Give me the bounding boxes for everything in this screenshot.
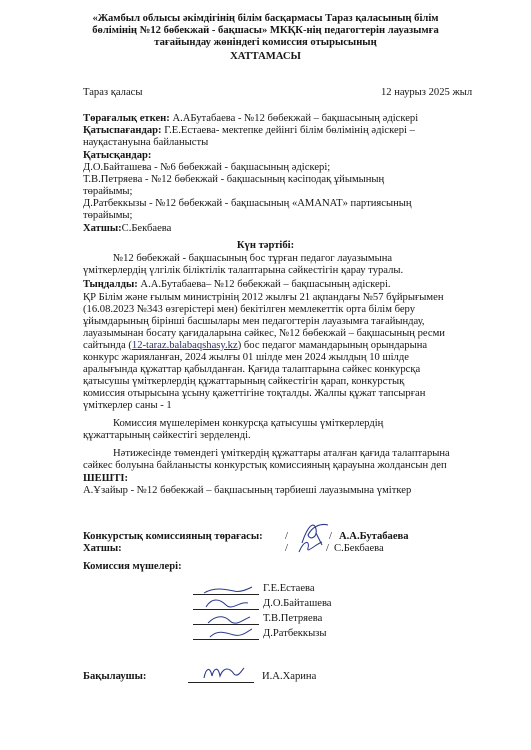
agenda-item-2: үміткерлердің үлгілік біліктілік талаптарына сәйкестігін қарау туралы. xyxy=(83,265,404,276)
member-1: Г.Е.Естаева xyxy=(263,583,315,594)
present-1: Д.О.Байташева - №6 бөбекжай - бақшасының әдіскері; xyxy=(83,162,331,173)
supervisor-name: И.А.Харина xyxy=(262,671,317,682)
commission-secretary-label: Хатшы: xyxy=(83,543,122,554)
document-title: ХАТТАМАСЫ xyxy=(230,51,301,62)
secretary-label: Хатшы: xyxy=(83,223,122,234)
supervisor-signature-icon xyxy=(200,662,246,689)
member-2: Д.О.Байташева xyxy=(263,598,332,609)
chair-label: Төрағалық еткен: xyxy=(83,113,170,124)
member-4: Д.Ратбеккызы xyxy=(263,628,327,639)
present-2: Т.В.Петряева - №12 бөбекжай - бақшасының кәсіподақ ұйымының xyxy=(83,174,385,185)
body-line-5-start: сайтында ( xyxy=(83,340,132,351)
present-5: төрайымы; xyxy=(83,210,133,221)
members-signatures-icon xyxy=(200,585,256,648)
title-line-1: «Жамбыл облысы әкімдігінің білім басқармасы Тараз қаласының білім xyxy=(92,13,439,24)
chair-line xyxy=(83,113,418,125)
members-label: Комиссия мүшелері: xyxy=(83,561,182,572)
chair-slash-a: / xyxy=(285,531,288,542)
absent-line xyxy=(83,125,415,137)
secretary-signature-icon xyxy=(296,536,326,563)
listened-label: Тыңдалды: xyxy=(83,279,138,290)
listened-line xyxy=(83,279,391,291)
listened-value: А.А.Бутабаева– №12 бөбекжай – бақшасының әдіскері. xyxy=(137,279,391,290)
body-line-8: қатысушы үміткерлердің құжаттарының сәйкестігін қарап, конкурстық xyxy=(83,376,405,387)
member-3: Т.В.Петряева xyxy=(263,613,323,624)
secretary-slash-a: / xyxy=(285,543,288,554)
body-line-9: комиссия отырысына ұсыну қажеттігіне тоқталды. Жалпы құжат тапсырған xyxy=(83,388,426,399)
secretary-name: С.Бекбаева xyxy=(334,543,384,554)
body-line-2: (16.08.2023 №343 өзгерістері мен) бекітілген мемлекеттік орта білім беру xyxy=(83,304,415,315)
body-line-12: құжаттарының сәйкестігі зерделенді. xyxy=(83,430,251,441)
chair-slash-b: / xyxy=(329,531,332,542)
title-line-3: тағайындау жөніндегі комиссия отырысының xyxy=(154,37,377,48)
body-line-3: ұйымдарының бірінші басшылары мен педагогтерін лауазымға тағайындау, xyxy=(83,316,425,327)
secretary-line xyxy=(83,223,171,235)
supervisor-label: Бақылаушы: xyxy=(83,671,147,682)
absent-value-2: науқастануына байланысты xyxy=(83,137,209,148)
body-line-11: Комиссия мүшелерімен конкурсқа қатысушы үміткерлердің xyxy=(113,418,384,429)
body-line-6: конкурс жарияланған, 2024 жылғы 01 шілде мен 2024 жылдың 10 шілде xyxy=(83,352,409,363)
present-4: Д.Ратбеккызы - №12 бөбекжай - бақшасының «AMANAT» партиясының xyxy=(83,198,412,209)
commission-chair-label: Конкурстық комиссияның төрағасы: xyxy=(83,531,263,542)
body-line-13: Нәтижесінде төмендегі үміткердің құжаттары аталған қағида талаптарына xyxy=(113,448,450,459)
absent-label: Қатыспағандар: xyxy=(83,125,162,136)
title-line-2: бөлімінің №12 бөбекжай - бақшасы» МКҚК-нің педагогтерін лауазымға xyxy=(92,25,439,36)
city: Тараз қаласы xyxy=(83,87,143,98)
chair-value: А.АБутабаева - №12 бөбекжай – бақшасының әдіскері xyxy=(169,113,419,124)
agenda-item-1: №12 бөбекжай - бақшасының бос тұрған педагог лауазымына xyxy=(113,253,393,264)
body-line-5 xyxy=(83,340,427,352)
present-3: төрайымы; xyxy=(83,186,133,197)
body-line-5-end: ) бос педагог мамандарының орындарына xyxy=(237,340,428,351)
decision-value: А.Ұзайыр - №12 бөбекжай – бақшасының тәрбиеші лауазымына үміткер xyxy=(83,485,412,496)
body-line-14: сәйкес болуына байланысты конкурстық комиссияның қарауына жолдансын деп xyxy=(83,460,447,471)
secretary-slash-b: / xyxy=(326,543,329,554)
site-link[interactable]: 12-taraz.balabaqshasy.kz xyxy=(131,340,238,351)
decision-label: ШЕШТІ: xyxy=(83,473,129,484)
secretary-value: С.Бекбаева xyxy=(121,223,172,234)
chair-name: А.А.Бутабаева xyxy=(339,531,409,542)
body-line-1: ҚР Білім және ғылым министрінің 2012 жылғы 21 ақпандағы №57 бұйрығымен xyxy=(83,292,444,303)
body-line-7: аралығында құжаттар қабылданған. Қағида талаптарына сәйкес конкурсқа xyxy=(83,364,421,375)
body-line-4: лауазымынан босату қағидаларына сәйкес, №12 бөбекжай – бақшасының ресми xyxy=(83,328,445,339)
date: 12 наурыз 2025 жыл xyxy=(381,87,473,98)
body-line-10: үміткерлер саны - 1 xyxy=(83,400,172,411)
present-label: Қатысқандар: xyxy=(83,150,152,161)
absent-value: Г.Е.Естаева- мектепке дейінгі білім бөлімінің әдіскері – xyxy=(161,125,415,136)
agenda-title: Күн тәртібі: xyxy=(236,240,295,251)
